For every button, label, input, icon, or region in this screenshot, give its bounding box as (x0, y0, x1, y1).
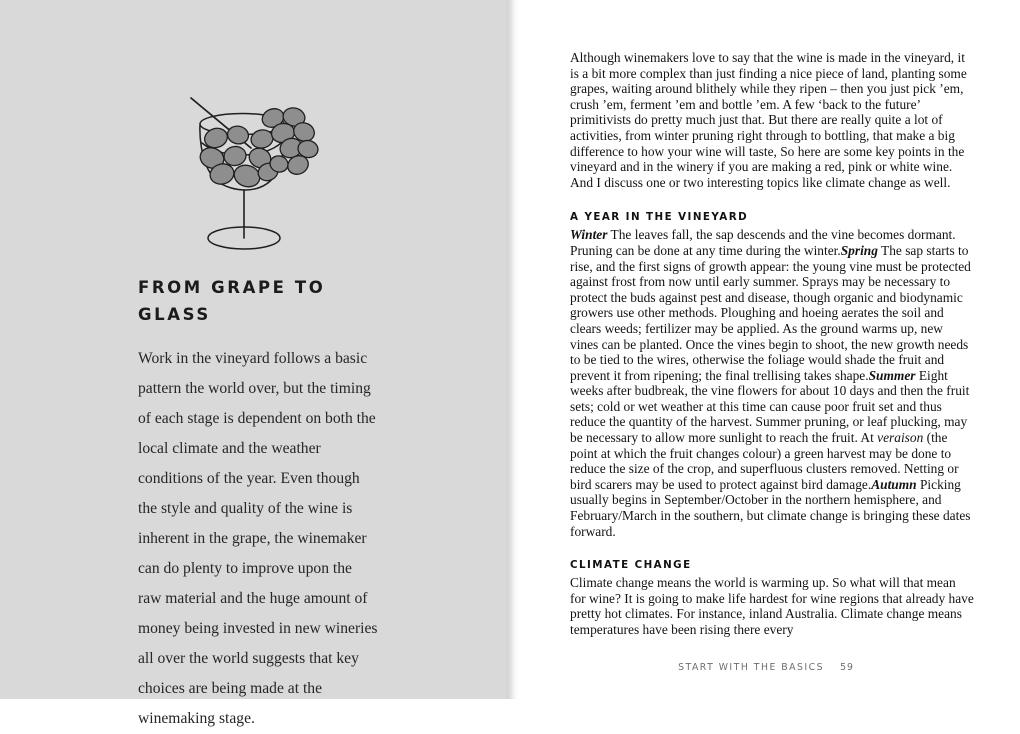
page-gutter-shadow (505, 0, 519, 699)
section-heading-climate-change: CLIMATE CHANGE (570, 559, 692, 572)
season-text-winter: The leaves fall, the sap descends and the vine becomes dormant. Pruning can be done at any time during the winter. (570, 227, 956, 258)
season-text-autumn: Picking usually begins in September/October in the northern hemisphere, and February/March in the southern, but climate change is bringing these dates forward. (570, 476, 971, 539)
season-entry-winter (570, 227, 974, 539)
section-heading-a-year-in-the-vineyard: A YEAR IN THE VINEYARD (570, 211, 749, 224)
term-veraison: veraison (877, 430, 924, 446)
footer-chapter-title: START WITH THE BASICS (678, 662, 825, 673)
left-body-paragraph: Work in the vineyard follows a basic pattern the world over, but the timing of each stage is dependent on both the local climate and the weather conditions of the year. Even though the style and quality of the wine is inherent in the grape, the winemaker can do plenty to improve upon the raw material and the huge amount of money being invested in new wineries all over the world suggests that key choices are being made at the winemaking stage. (138, 350, 378, 727)
page-number: 59 (840, 662, 854, 673)
page-title: FROM GRAPE TO GLASS (138, 278, 326, 325)
season-text-summer-after: (the point at which the fruit changes colour) a green harvest may be done to reduce the size of the crop, and superfluous clusters removed. Netting or bird scarers may be used to protect against bird damage. (570, 430, 959, 492)
season-label-winter: Winter (570, 227, 608, 243)
season-text-spring: The sap starts to rise, and the first signs of growth appear: the young vine must be protected against frost from now until early summer. Sprays may be necessary to protect the buds against pest and disease, though organic and biodynamic growers use other methods. Ploughing and hoeing aerates the soil and clears weeds; fertilizer may be applied. As the ground warms up, new vines can be planted. Once the vines begin to shoot, the new growth needs to be tied to the wires, otherwise the foliage would shade the fruit and prevent it from ripening; the final trellising takes shape. (570, 242, 971, 383)
section-spacer (570, 539, 974, 558)
page-footer (512, 662, 1020, 673)
right-text-column (570, 50, 974, 638)
right-page (512, 0, 1020, 699)
left-body-text (138, 344, 378, 734)
season-label-summer: Summer (868, 367, 916, 383)
season-text-summer-before: Eight weeks after budbreak, the vine flowers for about 10 days and then the fruit sets; cold or wet weather at this time can cause poor fruit set and thus reduce the quantity of the harvest. Summer pruning, or leaf plucking, may be necessary to allow more sunlight to reach the fruit. At (570, 367, 970, 446)
intro-paragraph: Although winemakers love to say that the wine is made in the vineyard, it is a bit more complex than just finding a nice piece of land, planting some grapes, waiting around blithely while they ripen – then you just pick ’em, crush ’em, ferment ’em and bottle ’em. A few ‘back to the future’ primitivists do pretty much just that. But there are really quite a lot of activities, from winter pruning right through to bottling, that make a big difference to how your wine will taste, So here are some key points in the vineyard and in the winery if you are making a red, pink or white wine. And I discuss one or two interesting topics like climate change as well. (570, 50, 967, 190)
season-label-autumn: Autumn (871, 476, 917, 492)
wine-glass-with-grapes-illustration (172, 86, 322, 258)
left-page (0, 0, 512, 727)
season-label-spring: Spring (840, 242, 878, 258)
climate-change-paragraph: Climate change means the world is warming up. So what will that mean for wine? It is going to make life hardest for wine regions that already have pretty hot climates. For instance, inland Australia. Climate change means temperatures have been rising there every (570, 575, 974, 637)
